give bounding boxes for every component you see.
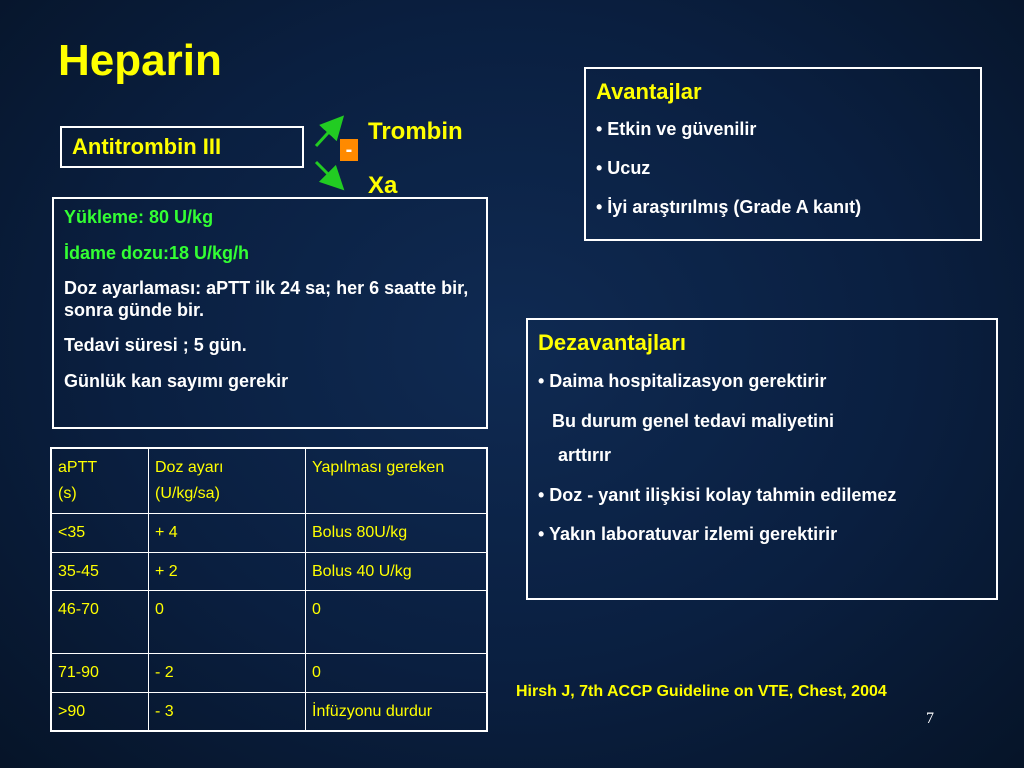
table-cell: 0 bbox=[306, 591, 488, 654]
antitrombin-box bbox=[60, 126, 304, 168]
table-cell: + 4 bbox=[149, 514, 306, 553]
header-cell-aptt bbox=[51, 448, 149, 514]
table-cell: - 3 bbox=[149, 692, 306, 731]
disadvantage-line: • Daima hospitalizasyon gerektirir bbox=[538, 371, 827, 391]
table-cell: >90 bbox=[51, 692, 149, 731]
table-cell: 35-45 bbox=[51, 552, 149, 591]
citation: Hirsh J, 7th ACCP Guideline on VTE, Chest, 2004 bbox=[516, 683, 887, 700]
aptt-dose-table bbox=[50, 447, 488, 732]
loading-dose: Yükleme: 80 U/kg bbox=[64, 207, 214, 227]
header-cell-action bbox=[306, 448, 488, 514]
table-cell: 0 bbox=[306, 654, 488, 693]
advantages-box bbox=[584, 67, 982, 241]
disadvantage-line: arttırır bbox=[558, 445, 612, 465]
disadvantage-line: • Doz - yanıt ilişkisi kolay tahmin edilemez bbox=[538, 484, 897, 505]
inhibition-minus-badge: - bbox=[340, 139, 358, 161]
arrow-down-icon bbox=[316, 162, 338, 184]
header-dose: Doz ayarı bbox=[155, 459, 224, 476]
table-cell: <35 bbox=[51, 514, 149, 553]
header-action: Yapılması gereken bbox=[312, 459, 445, 476]
table-cell: 71-90 bbox=[51, 654, 149, 693]
table-row bbox=[51, 514, 487, 553]
slide-title: Heparin bbox=[58, 36, 222, 85]
advantage-item: • Ucuz bbox=[596, 158, 651, 178]
disadvantage-line: • Yakın laboratuvar izlemi gerektirir bbox=[538, 524, 838, 544]
header-aptt: aPTT bbox=[58, 459, 98, 476]
table-header-row bbox=[51, 448, 487, 514]
dose-adjustment: Doz ayarlaması: aPTT ilk 24 sa; her 6 saatte bir, sonra günde bir. bbox=[64, 278, 469, 320]
target-trombin: Trombin bbox=[368, 118, 463, 145]
advantage-item: • İyi araştırılmış (Grade A kanıt) bbox=[596, 197, 862, 217]
page-number: 7 bbox=[926, 710, 934, 727]
advantage-item: • Etkin ve güvenilir bbox=[596, 119, 757, 139]
disadvantages-heading: Dezavantajları bbox=[538, 330, 686, 355]
header-dose-unit: (U/kg/sa) bbox=[155, 484, 220, 502]
treatment-duration: Tedavi süresi ; 5 gün. bbox=[64, 335, 247, 356]
table-cell: Bolus 80U/kg bbox=[306, 514, 488, 553]
blood-count-note: Günlük kan sayımı gerekir bbox=[64, 370, 289, 391]
disadvantage-line: Bu durum genel tedavi maliyetini bbox=[552, 410, 835, 431]
table-cell: 46-70 bbox=[51, 591, 149, 654]
table-cell: - 2 bbox=[149, 654, 306, 693]
header-aptt-unit: (s) bbox=[58, 484, 77, 502]
antitrombin-label: Antitrombin III bbox=[72, 134, 222, 159]
target-xa: Xa bbox=[368, 172, 398, 199]
advantages-heading: Avantajlar bbox=[596, 79, 702, 104]
table-row bbox=[51, 552, 487, 591]
table-cell: 0 bbox=[149, 591, 306, 654]
table-cell: + 2 bbox=[149, 552, 306, 591]
header-cell-dose bbox=[149, 448, 306, 514]
arrow-up-icon bbox=[316, 122, 338, 146]
disadvantages-box bbox=[526, 318, 998, 600]
table-row bbox=[51, 591, 487, 654]
table-row bbox=[51, 654, 487, 693]
table-cell: Bolus 40 U/kg bbox=[306, 552, 488, 591]
table-row bbox=[51, 692, 487, 731]
table-cell: İnfüzyonu durdur bbox=[306, 692, 488, 731]
dosing-box bbox=[52, 197, 488, 429]
maintenance-dose: İdame dozu:18 U/kg/h bbox=[64, 242, 250, 263]
